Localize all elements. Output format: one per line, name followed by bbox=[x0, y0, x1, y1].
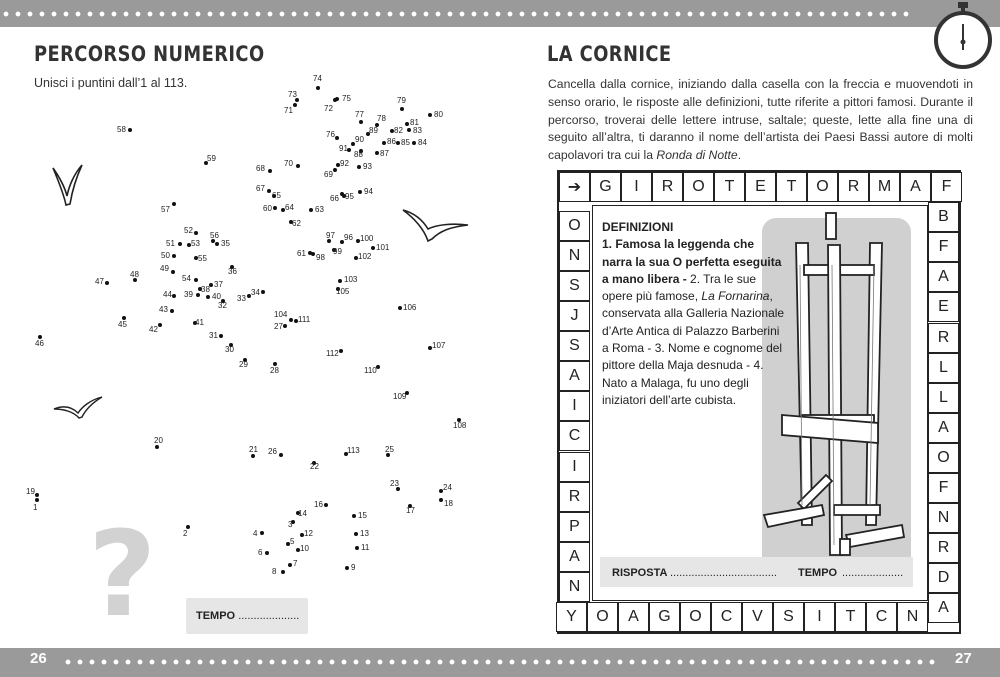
puzzle-dot-number: 6 bbox=[258, 548, 263, 557]
frame-cell-left[interactable]: I bbox=[559, 391, 590, 421]
puzzle-dot bbox=[196, 293, 200, 297]
frame-cell-left[interactable]: N bbox=[559, 572, 590, 602]
puzzle-dot bbox=[352, 514, 356, 518]
puzzle-dot-number: 2 bbox=[183, 529, 188, 538]
puzzle-dot bbox=[268, 169, 272, 173]
right-tempo-label: TEMPO bbox=[798, 567, 838, 579]
frame-cell-bottom[interactable]: N bbox=[897, 602, 928, 632]
puzzle-dot-number: 11 bbox=[361, 543, 370, 552]
puzzle-dot-number: 16 bbox=[314, 500, 323, 509]
puzzle-dot bbox=[194, 231, 198, 235]
puzzle-dot-number: 82 bbox=[394, 126, 403, 135]
puzzle-dot bbox=[265, 551, 269, 555]
puzzle-dot bbox=[382, 141, 386, 145]
puzzle-dot bbox=[400, 107, 404, 111]
risposta-field[interactable]: ................................... bbox=[670, 567, 777, 579]
puzzle-dot-number: 79 bbox=[397, 96, 406, 105]
frame-cell-top[interactable]: G bbox=[590, 172, 621, 202]
puzzle-dot-number: 4 bbox=[253, 529, 258, 538]
frame-cell-bottom[interactable]: C bbox=[866, 602, 897, 632]
top-decor-bar bbox=[0, 0, 1000, 27]
puzzle-dot-number: 65 bbox=[272, 191, 281, 200]
frame-cell-top[interactable]: F bbox=[931, 172, 962, 202]
frame-cell-bottom[interactable]: S bbox=[773, 602, 804, 632]
puzzle-dot-number: 39 bbox=[184, 290, 193, 299]
puzzle-dot-number: 98 bbox=[316, 253, 325, 262]
puzzle-dot-number: 76 bbox=[326, 130, 335, 139]
puzzle-dot-number: 42 bbox=[149, 325, 158, 334]
puzzle-dot bbox=[407, 128, 411, 132]
left-page-title: PERCORSO NUMERICO bbox=[34, 42, 265, 66]
puzzle-dot-number: 21 bbox=[249, 445, 258, 454]
frame-cell-top[interactable]: E bbox=[745, 172, 776, 202]
puzzle-dot-number: 95 bbox=[345, 192, 354, 201]
frame-cell-bottom[interactable]: O bbox=[587, 602, 618, 632]
intro-text-end: . bbox=[737, 148, 742, 163]
puzzle-dot bbox=[338, 279, 342, 283]
puzzle-dot-number: 31 bbox=[209, 331, 218, 340]
left-tempo-field[interactable]: .................... bbox=[238, 610, 300, 622]
puzzle-dot-number: 60 bbox=[263, 204, 272, 213]
intro-text: Cancella dalla cornice, iniziando dalla casella con la freccia e muovendoti in senso orario, le risposte alle definizioni, tutte riferite a pittori famosi. Durante il percorso, troverai delle lettere intruse, saltale; queste, lette alla fine una di seguito all’altra, ti daranno il nome dell’artista dei Paesi Bassi autore di molti capolavori tra cui la bbox=[548, 77, 973, 163]
page-number-left: 26 bbox=[30, 650, 47, 667]
puzzle-dot-number: 43 bbox=[159, 305, 168, 314]
puzzle-dot bbox=[35, 498, 39, 502]
puzzle-dot bbox=[281, 570, 285, 574]
puzzle-dot-number: 3 bbox=[288, 520, 293, 529]
frame-cell-right[interactable]: L bbox=[928, 383, 959, 413]
puzzle-dot-number: 87 bbox=[380, 149, 389, 158]
bottom-dotted-line bbox=[62, 659, 938, 665]
puzzle-dot-number: 45 bbox=[118, 320, 127, 329]
puzzle-dot bbox=[267, 189, 271, 193]
puzzle-dot-number: 54 bbox=[182, 274, 191, 283]
puzzle-dot-number: 67 bbox=[256, 184, 265, 193]
puzzle-dot-number: 109 bbox=[393, 392, 407, 401]
puzzle-dot bbox=[398, 306, 402, 310]
risposta-label: RISPOSTA bbox=[612, 567, 668, 579]
frame-cell-top[interactable]: R bbox=[652, 172, 683, 202]
puzzle-dot-number: 104 bbox=[274, 310, 288, 319]
puzzle-dot-number: 102 bbox=[358, 252, 372, 261]
puzzle-dot-number: 48 bbox=[130, 270, 139, 279]
puzzle-dot-number: 100 bbox=[360, 234, 374, 243]
puzzle-dot-number: 19 bbox=[26, 487, 35, 496]
puzzle-dot bbox=[375, 151, 379, 155]
puzzle-dot-number: 53 bbox=[191, 239, 200, 248]
puzzle-dot-number: 71 bbox=[284, 106, 293, 115]
puzzle-dot-number: 56 bbox=[210, 231, 219, 240]
puzzle-dot-number: 84 bbox=[418, 138, 427, 147]
puzzle-dot-number: 26 bbox=[268, 447, 277, 456]
puzzle-dot bbox=[396, 141, 400, 145]
puzzle-dot-number: 51 bbox=[166, 239, 175, 248]
puzzle-dot-number: 78 bbox=[377, 114, 386, 123]
puzzle-dot bbox=[155, 445, 159, 449]
puzzle-dot-number: 86 bbox=[387, 137, 396, 146]
puzzle-dot-number: 89 bbox=[369, 126, 378, 135]
puzzle-dot-number: 113 bbox=[347, 446, 360, 455]
puzzle-dot-number: 12 bbox=[304, 529, 313, 538]
frame-cell-right[interactable]: F bbox=[928, 473, 959, 503]
puzzle-dot-number: 108 bbox=[453, 421, 467, 430]
puzzle-dot-number: 62 bbox=[292, 219, 301, 228]
puzzle-dot-number: 57 bbox=[161, 205, 170, 214]
puzzle-dot bbox=[405, 122, 409, 126]
puzzle-dot-number: 52 bbox=[184, 226, 193, 235]
frame-cell-top[interactable]: O bbox=[807, 172, 838, 202]
puzzle-dot bbox=[219, 334, 223, 338]
bird-icon-2 bbox=[400, 205, 472, 245]
frame-cell-bottom[interactable]: V bbox=[742, 602, 773, 632]
frame-cell-left[interactable]: P bbox=[559, 512, 590, 542]
puzzle-dot-number: 70 bbox=[284, 159, 293, 168]
puzzle-dot bbox=[428, 113, 432, 117]
frame-cell-bottom[interactable]: C bbox=[711, 602, 742, 632]
left-tempo-box bbox=[186, 598, 308, 634]
puzzle-dot-number: 25 bbox=[385, 445, 394, 454]
puzzle-dot bbox=[412, 141, 416, 145]
puzzle-dot bbox=[206, 295, 210, 299]
puzzle-dot bbox=[354, 532, 358, 536]
puzzle-dot-number: 15 bbox=[358, 511, 367, 520]
frame-cell-right[interactable]: B bbox=[928, 202, 959, 232]
frame-cell-left[interactable]: J bbox=[559, 301, 590, 331]
page-number-right: 27 bbox=[955, 650, 972, 667]
definition-3: 3. Nome e cognome del pittore della Maja desnuda - bbox=[602, 341, 783, 373]
frame-cell-left[interactable]: C bbox=[559, 421, 590, 451]
puzzle-dot bbox=[359, 120, 363, 124]
puzzle-dot-number: 9 bbox=[351, 563, 356, 572]
puzzle-dot-number: 61 bbox=[297, 249, 306, 258]
puzzle-dot-number: 90 bbox=[355, 135, 364, 144]
top-dotted-line bbox=[0, 11, 915, 17]
start-arrow-cell[interactable]: ➔ bbox=[559, 172, 590, 202]
puzzle-dot-number: 13 bbox=[360, 529, 369, 538]
puzzle-dot-number: 17 bbox=[406, 506, 415, 515]
puzzle-dot bbox=[355, 546, 359, 550]
intro-text-italic: Ronda di Notte bbox=[656, 148, 738, 163]
puzzle-dot bbox=[194, 278, 198, 282]
puzzle-dot-number: 112 bbox=[326, 349, 339, 358]
puzzle-dot bbox=[178, 242, 182, 246]
puzzle-dot-number: 35 bbox=[221, 239, 230, 248]
puzzle-dot-number: 58 bbox=[117, 125, 126, 134]
puzzle-dot bbox=[316, 86, 320, 90]
puzzle-dot bbox=[439, 498, 443, 502]
frame-cell-right[interactable]: N bbox=[928, 503, 959, 533]
puzzle-dot-number: 69 bbox=[324, 170, 333, 179]
puzzle-dot-number: 68 bbox=[256, 164, 265, 173]
definitions-block bbox=[602, 219, 786, 409]
bottom-decor-bar bbox=[0, 648, 1000, 677]
puzzle-dot-number: 107 bbox=[432, 341, 446, 350]
frame-cell-top[interactable]: M bbox=[869, 172, 900, 202]
puzzle-dot bbox=[309, 208, 313, 212]
puzzle-dot bbox=[215, 242, 219, 246]
frame-cell-left[interactable]: N bbox=[559, 241, 590, 271]
puzzle-dot bbox=[311, 252, 315, 256]
definitions-text bbox=[602, 236, 786, 409]
puzzle-dot bbox=[335, 136, 339, 140]
puzzle-dot-number: 22 bbox=[310, 462, 319, 471]
right-intro-paragraph bbox=[548, 76, 973, 165]
frame-cell-right[interactable]: A bbox=[928, 262, 959, 292]
puzzle-dot-number: 50 bbox=[161, 251, 170, 260]
bird-icon-1 bbox=[50, 160, 86, 210]
puzzle-dot-number: 20 bbox=[154, 436, 163, 445]
definition-2-italic: La Fornarina bbox=[701, 289, 770, 304]
right-page-title: LA CORNICE bbox=[547, 42, 672, 66]
puzzle-dot-number: 38 bbox=[201, 285, 210, 294]
definition-1: 1. Famosa la leggenda che narra la sua O perfetta eseguita a mano libera - bbox=[602, 237, 782, 286]
puzzle-dot-number: 111 bbox=[298, 315, 311, 324]
puzzle-dot bbox=[345, 566, 349, 570]
frame-cell-top[interactable]: A bbox=[900, 172, 931, 202]
puzzle-dot-number: 7 bbox=[293, 559, 298, 568]
left-instructions: Unisci i puntini dall’1 al 113. bbox=[34, 76, 188, 90]
puzzle-dot-number: 93 bbox=[363, 162, 372, 171]
puzzle-dot-number: 47 bbox=[95, 277, 104, 286]
puzzle-dot-number: 64 bbox=[285, 203, 294, 212]
puzzle-dot bbox=[371, 246, 375, 250]
bird-icon-3 bbox=[52, 395, 104, 421]
puzzle-dot-number: 37 bbox=[214, 280, 223, 289]
answer-box bbox=[600, 557, 913, 587]
frame-cell-right[interactable]: R bbox=[928, 323, 959, 353]
frame-cell-right[interactable]: F bbox=[928, 232, 959, 262]
puzzle-dot bbox=[335, 97, 339, 101]
frame-cell-top[interactable]: O bbox=[683, 172, 714, 202]
puzzle-dot bbox=[261, 290, 265, 294]
puzzle-dot bbox=[296, 164, 300, 168]
puzzle-dot bbox=[293, 103, 297, 107]
puzzle-dot-number: 18 bbox=[444, 499, 453, 508]
puzzle-dot-number: 49 bbox=[160, 264, 169, 273]
puzzle-dot-number: 33 bbox=[237, 294, 246, 303]
puzzle-dot-number: 92 bbox=[340, 159, 349, 168]
frame-cell-right[interactable]: R bbox=[928, 533, 959, 563]
frame-cell-bottom[interactable]: G bbox=[649, 602, 680, 632]
puzzle-dot bbox=[333, 168, 337, 172]
puzzle-dot bbox=[170, 309, 174, 313]
puzzle-dot-number: 94 bbox=[364, 187, 373, 196]
frame-cell-left[interactable]: A bbox=[559, 542, 590, 572]
frame-cell-left[interactable]: A bbox=[559, 361, 590, 391]
right-tempo-field[interactable]: .................... bbox=[842, 567, 904, 579]
puzzle-dot-number: 40 bbox=[212, 292, 221, 301]
puzzle-dot-number: 99 bbox=[333, 247, 342, 256]
frame-cell-left[interactable]: R bbox=[559, 482, 590, 512]
frame-cell-bottom[interactable]: Y bbox=[556, 602, 587, 632]
puzzle-dot bbox=[358, 190, 362, 194]
frame-cell-right[interactable]: L bbox=[928, 353, 959, 383]
puzzle-dot-number: 8 bbox=[272, 567, 277, 576]
frame-cell-bottom[interactable]: A bbox=[618, 602, 649, 632]
puzzle-dot-number: 32 bbox=[218, 301, 227, 310]
puzzle-dot bbox=[128, 128, 132, 132]
puzzle-dot-number: 88 bbox=[354, 150, 363, 159]
puzzle-dot bbox=[283, 324, 287, 328]
puzzle-dot-number: 91 bbox=[339, 144, 348, 153]
frame-cell-bottom[interactable]: I bbox=[804, 602, 835, 632]
frame-cell-left[interactable]: I bbox=[559, 452, 590, 482]
puzzle-dot-number: 30 bbox=[225, 345, 234, 354]
puzzle-dot bbox=[171, 270, 175, 274]
frame-cell-top[interactable]: T bbox=[776, 172, 807, 202]
puzzle-dot-number: 72 bbox=[324, 104, 333, 113]
puzzle-dot-number: 110 bbox=[364, 366, 377, 375]
puzzle-dot-number: 29 bbox=[239, 360, 248, 369]
puzzle-dot-number: 106 bbox=[403, 303, 417, 312]
puzzle-dot-number: 80 bbox=[434, 110, 443, 119]
left-tempo-label: TEMPO bbox=[196, 610, 236, 622]
puzzle-dot bbox=[357, 165, 361, 169]
puzzle-dot-number: 55 bbox=[198, 254, 207, 263]
puzzle-dot-number: 34 bbox=[251, 288, 260, 297]
puzzle-dot-number: 5 bbox=[290, 537, 295, 546]
puzzle-dot bbox=[172, 254, 176, 258]
frame-cell-top[interactable]: I bbox=[621, 172, 652, 202]
definition-2a: 2. Tra le sue opere più famose, bbox=[602, 271, 757, 304]
puzzle-dot-number: 101 bbox=[376, 243, 390, 252]
definitions-title: DEFINIZIONI bbox=[602, 220, 674, 234]
puzzle-dot-number: 74 bbox=[313, 74, 322, 83]
puzzle-dot-number: 46 bbox=[35, 339, 44, 348]
stopwatch-icon bbox=[932, 2, 994, 70]
puzzle-dot-number: 75 bbox=[342, 94, 351, 103]
puzzle-dot-number: 85 bbox=[401, 138, 410, 147]
puzzle-dot bbox=[251, 454, 255, 458]
frame-cell-left[interactable]: S bbox=[559, 331, 590, 361]
puzzle-dot-number: 1 bbox=[33, 503, 38, 512]
puzzle-dot bbox=[172, 202, 176, 206]
puzzle-dot-number: 41 bbox=[195, 318, 204, 327]
puzzle-dot bbox=[105, 281, 109, 285]
definition-2b: , conservata alla Galleria Nazionale d’Arte Antica di Palazzo Barberini a Roma - bbox=[602, 289, 785, 356]
frame-cell-bottom[interactable]: T bbox=[835, 602, 866, 632]
puzzle-dot-number: 73 bbox=[288, 90, 297, 99]
puzzle-dot-number: 14 bbox=[298, 509, 307, 518]
puzzle-dot bbox=[288, 563, 292, 567]
frame-cell-top[interactable]: T bbox=[714, 172, 745, 202]
frame-cell-right[interactable]: D bbox=[928, 563, 959, 593]
puzzle-dot-number: 28 bbox=[270, 366, 279, 375]
puzzle-dot-number: 96 bbox=[344, 233, 353, 242]
puzzle-dot-number: 77 bbox=[355, 110, 364, 119]
frame-cell-top[interactable]: R bbox=[838, 172, 869, 202]
puzzle-dot-number: 63 bbox=[315, 205, 324, 214]
puzzle-dot bbox=[289, 318, 293, 322]
puzzle-dot bbox=[324, 503, 328, 507]
frame-cell-left[interactable]: S bbox=[559, 271, 590, 301]
puzzle-dot-number: 36 bbox=[228, 267, 237, 276]
puzzle-dot-number: 83 bbox=[413, 126, 422, 135]
puzzle-dot-number: 10 bbox=[300, 544, 309, 553]
puzzle-dot-number: 27 bbox=[274, 322, 283, 331]
puzzle-dot-number: 97 bbox=[326, 231, 335, 240]
definition-4: 4. Nato a Malaga, fu uno degli iniziatori dell’arte cubista. bbox=[602, 358, 764, 407]
puzzle-dot-number: 105 bbox=[336, 287, 350, 296]
puzzle-dot bbox=[339, 349, 343, 353]
puzzle-dot bbox=[260, 531, 264, 535]
frame-cell-right[interactable]: A bbox=[928, 593, 959, 623]
puzzle-dot bbox=[158, 323, 162, 327]
frame-cell-bottom[interactable]: O bbox=[680, 602, 711, 632]
puzzle-dot bbox=[273, 206, 277, 210]
frame-cell-left[interactable]: O bbox=[559, 211, 590, 241]
puzzle-dot-number: 59 bbox=[207, 154, 216, 163]
puzzle-dot-number: 23 bbox=[390, 479, 399, 488]
puzzle-dot-number: 103 bbox=[344, 275, 358, 284]
puzzle-dot bbox=[35, 493, 39, 497]
frame-cell-right[interactable]: O bbox=[928, 443, 959, 473]
puzzle-dot-number: 24 bbox=[443, 483, 452, 492]
puzzle-dot-number: 81 bbox=[410, 118, 419, 127]
frame-cell-right[interactable]: A bbox=[928, 413, 959, 443]
puzzle-dot bbox=[279, 453, 283, 457]
puzzle-dot-number: 44 bbox=[163, 290, 172, 299]
puzzle-dot-number: 66 bbox=[330, 194, 339, 203]
puzzle-dot bbox=[172, 294, 176, 298]
frame-cell-right[interactable]: E bbox=[928, 292, 959, 322]
question-mark-decor-left: ? bbox=[88, 505, 157, 643]
